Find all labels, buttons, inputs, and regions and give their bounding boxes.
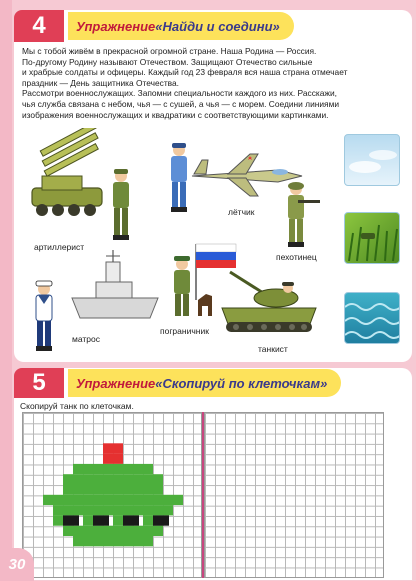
tank-cell: [123, 505, 133, 515]
tank-cell: [53, 515, 63, 525]
tank-cell: [103, 505, 113, 515]
tank-cell: [63, 505, 73, 515]
tank-cell: [143, 464, 153, 474]
exercise-5-title: [68, 369, 341, 397]
tank-cell: [133, 505, 143, 515]
tank-cell: [103, 495, 113, 505]
tank-cell: [73, 495, 83, 505]
tank-cell: [83, 526, 93, 536]
tank-cell: [133, 526, 143, 536]
tank-cell: [93, 505, 103, 515]
tank-cell: [153, 505, 163, 515]
exercise-4-title-prefix: Упражнение: [76, 18, 156, 34]
tank-cell: [153, 485, 163, 495]
tank-cell: [103, 536, 113, 546]
tank-window-cell: [153, 515, 169, 525]
tank-cell: [103, 464, 113, 474]
tank-cell: [153, 526, 163, 536]
tank-cell: [93, 464, 103, 474]
exercise-5-header: [14, 368, 341, 398]
tank-cell: [93, 495, 103, 505]
tank-cell: [63, 495, 73, 505]
text-line: чья служба связана с небом, чья — с сушей, а чья — с морем. Соедини линиями: [22, 98, 340, 109]
tank-cell: [83, 536, 93, 546]
tank-cell: [73, 485, 83, 495]
tank-cell: [43, 495, 53, 505]
star-cell: [103, 443, 113, 453]
sample-grid: [22, 412, 202, 578]
tank-cell: [123, 485, 133, 495]
text-line: Мы с тобой живём в прекрасной огромной стране. Наша Родина — Россия.: [22, 46, 317, 56]
artillerist-soldier-illustration: [106, 168, 136, 242]
tank-cell: [133, 495, 143, 505]
land-square[interactable]: [344, 212, 400, 264]
exercise-4-header: [14, 10, 294, 42]
exercise-4-text: [22, 46, 407, 120]
text-line: изображения военнослужащих и квадратики с соответствующими картинками.: [22, 109, 329, 120]
waves-icon: [345, 293, 400, 344]
tank-cell: [143, 485, 153, 495]
missile-launcher-illustration: [24, 128, 114, 238]
tank-cell: [153, 495, 163, 505]
sea-square[interactable]: [344, 292, 400, 344]
exercise-4-card: [14, 10, 412, 362]
text-line: По-другому Родину называют Отечеством. Защищают Отечество сильные: [22, 56, 313, 67]
tank-cell: [73, 505, 83, 515]
tank-cell: [113, 464, 123, 474]
text-line: и храбрые солдаты и офицеры. Каждый год 23 февраля вся наша страна отмечает: [22, 67, 348, 78]
tank-cell: [123, 536, 133, 546]
tank-cell: [83, 485, 93, 495]
tank-cell: [93, 536, 103, 546]
tank-cell: [133, 474, 143, 484]
exercise-5-number: 5: [14, 368, 64, 398]
tank-cell: [113, 505, 123, 515]
text-line: праздник — День защитника Отечества.: [22, 77, 179, 88]
tank-cell: [63, 474, 73, 484]
tank-cell: [163, 495, 173, 505]
star-cell: [113, 443, 123, 453]
tank-cell: [73, 526, 83, 536]
tank-cell: [73, 474, 83, 484]
tank-cell: [103, 474, 113, 484]
tank-cell: [143, 505, 153, 515]
warship-illustration: [70, 248, 162, 324]
tank-cell: [113, 536, 123, 546]
sailor-illustration: [28, 280, 60, 354]
page-edge-strip: [0, 0, 12, 581]
tank-cell: [103, 485, 113, 495]
tank-cell: [143, 515, 153, 525]
tank-cell: [83, 495, 93, 505]
tank-cell: [83, 474, 93, 484]
tank-cell: [103, 526, 113, 536]
page-number: 30: [0, 548, 34, 581]
star-cell: [113, 454, 123, 464]
exercise-5-title-prefix: Упражнение: [76, 375, 156, 391]
tank-window-cell: [123, 515, 139, 525]
battle-tank-illustration: [216, 270, 322, 336]
tank-cell: [53, 495, 63, 505]
infantry-soldier-illustration: [278, 182, 320, 248]
exercise-5-card: [14, 368, 412, 580]
tank-cell: [143, 526, 153, 536]
tank-cell: [113, 474, 123, 484]
tank-cell: [133, 536, 143, 546]
tank-cell: [123, 474, 133, 484]
tank-cell: [143, 495, 153, 505]
tank-cell: [83, 515, 93, 525]
exercise-4-title-quoted: «Найди и соедини»: [155, 18, 280, 34]
tank-cell: [93, 485, 103, 495]
tank-cell: [63, 526, 73, 536]
exercise-4-title: [68, 12, 294, 40]
tank-cell: [93, 474, 103, 484]
tank-cell: [113, 515, 123, 525]
tank-window-cell: [63, 515, 79, 525]
caption-infantry: пехотинец: [276, 252, 317, 262]
tank-cell: [53, 505, 63, 515]
star-cell: [103, 454, 113, 464]
tank-cell: [153, 474, 163, 484]
tank-cell: [113, 495, 123, 505]
tank-cell: [93, 526, 103, 536]
clouds-icon: [345, 135, 400, 186]
text-line: Рассмотри военнослужащих. Запомни специальности каждого из них. Расскажи,: [22, 88, 337, 99]
exercise-5-title-quoted: «Скопируй по клеточкам»: [155, 375, 328, 391]
tank-cell: [173, 495, 183, 505]
sky-square[interactable]: [344, 134, 400, 186]
tank-window-cell: [93, 515, 109, 525]
caption-pilot: лётчик: [228, 207, 255, 217]
tank-cell: [123, 464, 133, 474]
tank-cell: [63, 485, 73, 495]
tank-cell: [73, 536, 83, 546]
tank-cell: [133, 485, 143, 495]
caption-border-guard: пограничник: [160, 326, 209, 336]
tank-cell: [163, 505, 173, 515]
tank-cell: [83, 505, 93, 515]
caption-artillerist: артиллерист: [34, 242, 85, 252]
tank-cell: [113, 526, 123, 536]
copy-grid[interactable]: [204, 412, 384, 578]
tank-cell: [143, 474, 153, 484]
grass-icon: [345, 213, 400, 264]
exercise-5-instruction: Скопируй танк по клеточкам.: [20, 401, 134, 411]
pixel-tank-sample: [23, 413, 203, 579]
tank-cell: [83, 464, 93, 474]
exercise-4-pictures: [14, 120, 412, 360]
tank-cell: [113, 485, 123, 495]
tank-cell: [133, 464, 143, 474]
exercise-4-number: 4: [14, 10, 64, 42]
caption-sailor: матрос: [72, 334, 100, 344]
tank-cell: [143, 536, 153, 546]
tank-cell: [73, 464, 83, 474]
caption-tankman: танкист: [258, 344, 288, 354]
tank-cell: [123, 526, 133, 536]
tank-cell: [123, 495, 133, 505]
